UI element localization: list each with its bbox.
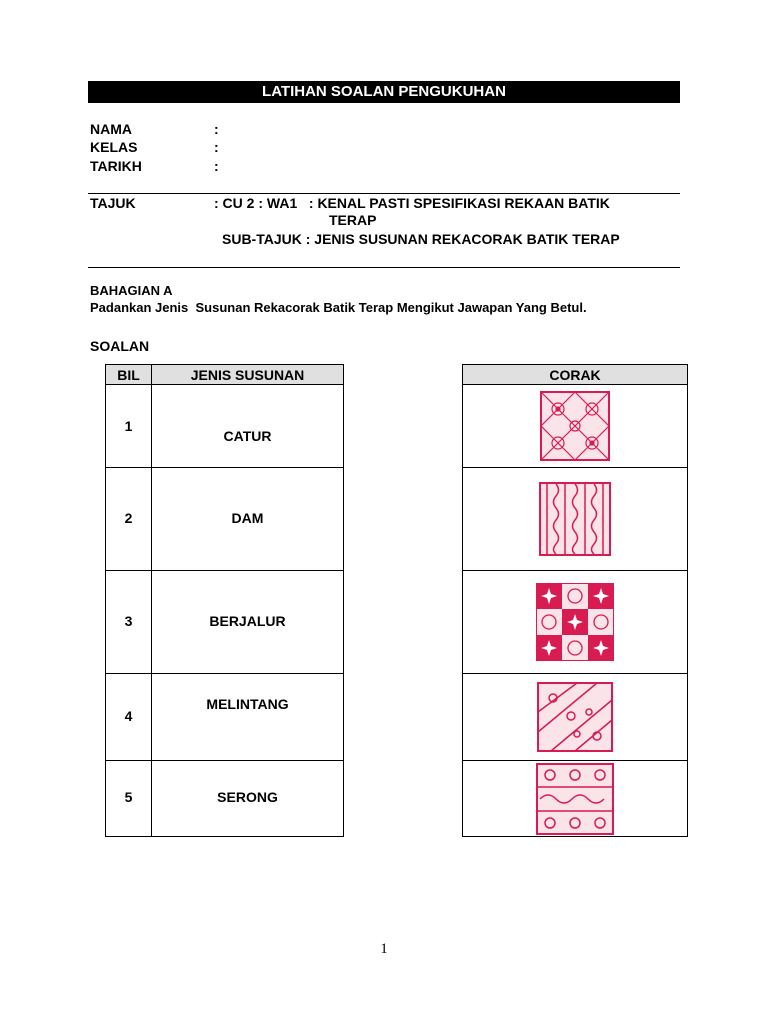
batik-horizontal-bands-image <box>536 763 614 835</box>
topic-label: TAJUK <box>90 195 136 211</box>
batik-floral-grid-image <box>540 391 610 461</box>
jenis-cell: DAM <box>152 468 344 571</box>
table-row <box>463 674 688 761</box>
jenis-cell: MELINTANG <box>152 674 344 761</box>
bil-cell: 4 <box>106 674 152 761</box>
section-instruction: Padankan Jenis Susunan Rekacorak Batik Terap Mengikut Jawapan Yang Betul. <box>90 300 587 315</box>
corak-header: CORAK <box>463 365 688 385</box>
bil-cell: 5 <box>106 761 152 837</box>
subtopic: SUB-TAJUK : JENIS SUSUNAN REKACORAK BATIK TERAP <box>222 231 620 247</box>
bil-cell: 2 <box>106 468 152 571</box>
class-label: KELAS <box>90 139 138 155</box>
bil-header: BIL <box>106 365 152 385</box>
table-row <box>106 761 344 837</box>
bil-cell: 1 <box>106 385 152 468</box>
table-row <box>106 468 344 571</box>
page-title: LATIHAN SOALAN PENGUKUHAN <box>88 81 680 103</box>
topic-line2: TERAP <box>329 212 377 228</box>
date-colon: : <box>214 158 219 174</box>
divider-bottom <box>88 267 680 268</box>
batik-vertical-stripes-image <box>539 482 611 556</box>
batik-diagonal-image <box>537 682 613 752</box>
date-label: TARIKH <box>90 158 142 174</box>
class-colon: : <box>214 139 219 155</box>
name-colon: : <box>214 121 219 137</box>
batik-checker-image <box>536 583 614 661</box>
bil-cell: 3 <box>106 571 152 674</box>
table-row <box>463 571 688 674</box>
section-heading: BAHAGIAN A <box>90 283 173 298</box>
table-row <box>106 385 344 468</box>
right-table <box>462 364 688 837</box>
page-number: 1 <box>380 941 388 957</box>
table-row <box>463 761 688 837</box>
jenis-cell: BERJALUR <box>152 571 344 674</box>
table-row <box>106 571 344 674</box>
table-row <box>463 468 688 571</box>
jenis-cell: CATUR <box>152 385 344 468</box>
table-row <box>106 674 344 761</box>
name-label: NAMA <box>90 121 132 137</box>
left-table <box>105 364 344 837</box>
divider-top <box>88 193 680 194</box>
topic-line1: : CU 2 : WA1 : KENAL PASTI SPESIFIKASI REKAAN BATIK <box>214 195 610 211</box>
jenis-cell: SERONG <box>152 761 344 837</box>
soalan-label: SOALAN <box>90 338 150 354</box>
jenis-header: JENIS SUSUNAN <box>152 365 344 385</box>
table-row <box>463 385 688 468</box>
